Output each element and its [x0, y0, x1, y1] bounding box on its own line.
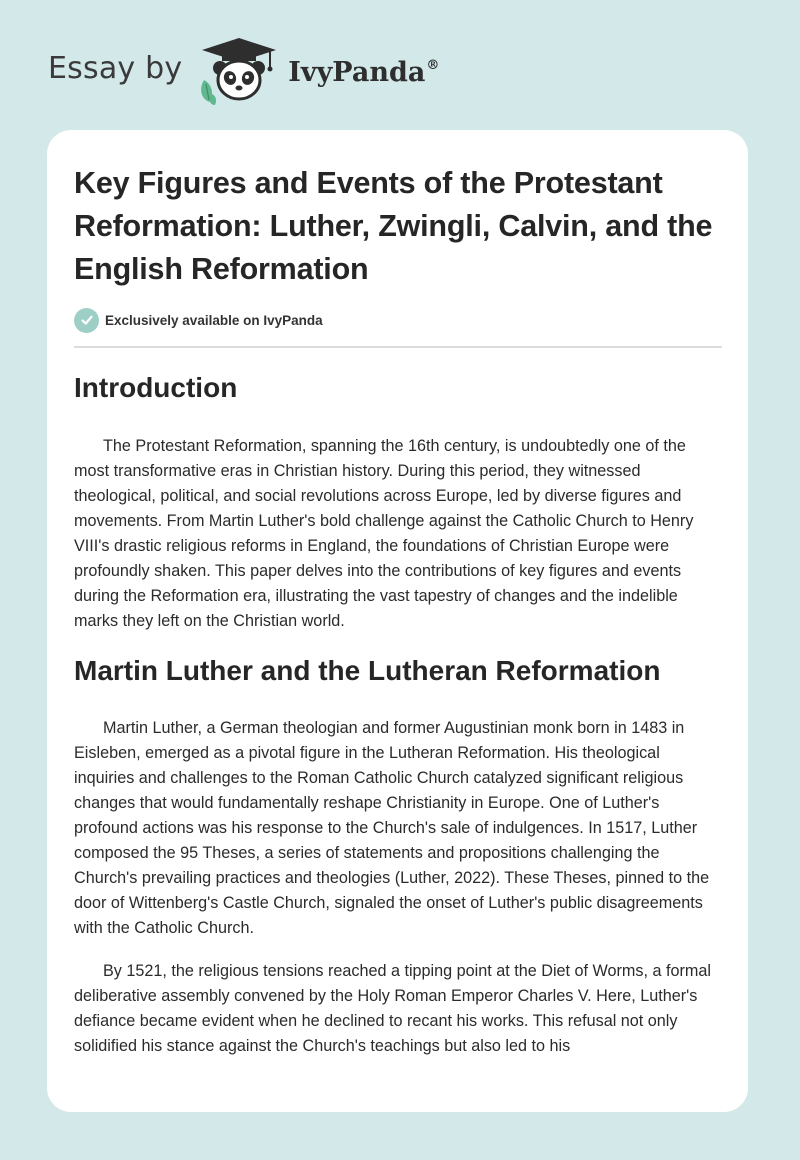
check-circle-icon	[74, 308, 99, 333]
divider	[74, 346, 722, 348]
luther-paragraph-1: Martin Luther, a German theologian and former Augustinian monk born in 1483 in Eisleben, emerged as a pivotal figure in the Lutheran Reformation. His theological inquiries and challenges to the Roman Catholic Church catalyzed significant religious changes that would fundamentally reshape Christianity in Europe. One of Luther's profound actions was his response to the Church's sale of indulgences. In 1517, Luther composed the 95 Theses, a series of statements and propositions challenging the Church's prevailing practices and theologies (Luther, 2022). These Theses, pinned to the door of Wittenberg's Castle Church, signaled the onset of Luther's public disagreements with the Catholic Church.	[74, 719, 710, 937]
panda-graduate-icon	[196, 36, 282, 106]
exclusive-badge	[74, 307, 722, 333]
luther-paragraph-2: By 1521, the religious tensions reached a tipping point at the Diet of Worms, a formal deliberative assembly convened by the Holy Roman Emperor Charles V. Here, Luther's defiance became evident when he declined to recant his works. This refusal not only solidified his stance against the Church's teachings but also led to his	[74, 962, 711, 1055]
intro-paragraph: The Protestant Reformation, spanning the 16th century, is undoubtedly one of the most transformative eras in Christian history. During this period, they witnessed theological, political, and social revolutions across Europe, led by diverse figures and movements. From Martin Luther's bold challenge against the Catholic Church to Henry VIII's drastic religious reforms in England, the foundations of Christian Europe were profoundly shaken. This paper delves into the contributions of key figures and events during the Reformation era, illustrating the vast tapestry of changes and the indelible marks they left on the Christian world.	[74, 437, 694, 630]
section-heading-martin-luther: Martin Luther and the Lutheran Reformation	[74, 655, 661, 686]
essay-card	[47, 130, 748, 1112]
essay-title: Key Figures and Events of the Protestant Reformation: Luther, Zwingli, Calvin, and the English Reformation	[74, 166, 713, 286]
brand-name: IvyPanda®	[288, 56, 440, 88]
section-heading-introduction: Introduction	[74, 372, 238, 403]
essay-by-label: Essay by	[48, 50, 183, 86]
badge-text: Exclusively available on IvyPanda	[105, 312, 323, 328]
brand-header[interactable]	[48, 36, 439, 106]
registered-mark: ®	[426, 57, 440, 73]
